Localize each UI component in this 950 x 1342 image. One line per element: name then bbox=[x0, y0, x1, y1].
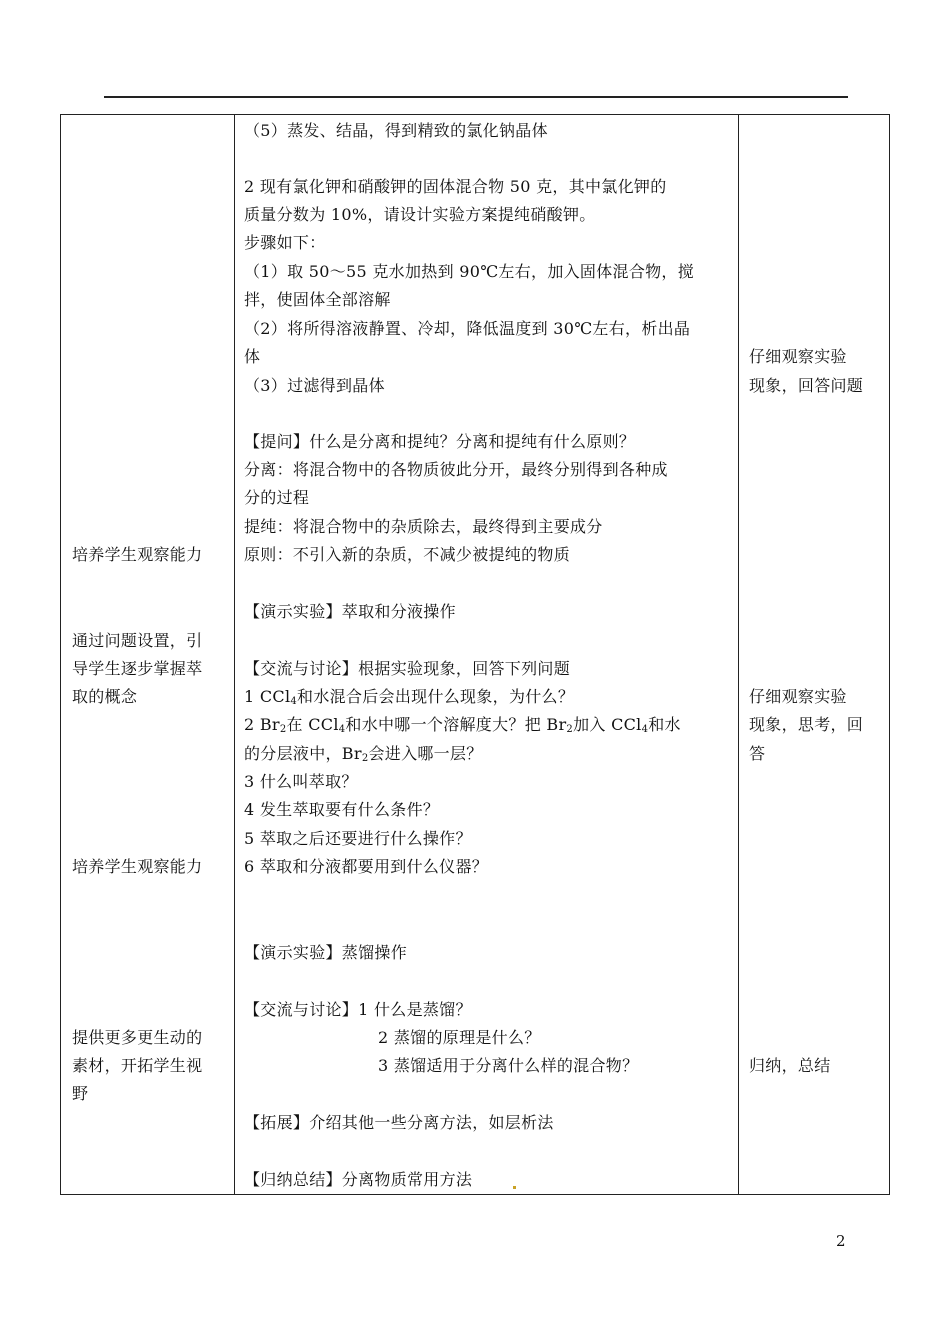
discussion-item-4: 4 发生萃取要有什么条件？ bbox=[244, 800, 440, 819]
steps-intro: 步骤如下： bbox=[244, 233, 326, 252]
header-rule bbox=[104, 96, 848, 98]
separation-definition-line-2: 分的过程 bbox=[244, 488, 310, 507]
intent-questions-line-1: 通过问题设置，引 bbox=[72, 631, 203, 650]
discussion-item-6: 6 萃取和分液都要用到什么仪器？ bbox=[244, 857, 489, 876]
discussion-item-3: 3 什么叫萃取？ bbox=[244, 772, 358, 791]
discussion-heading: 【交流与讨论】根据实验现象，回答下列问题 bbox=[244, 659, 571, 678]
intent-questions-line-2: 导学生逐步掌握萃 bbox=[72, 659, 203, 678]
intent-questions-line-3: 取的概念 bbox=[72, 687, 138, 706]
column-divider-left bbox=[234, 115, 235, 1194]
intent-material-line-3: 野 bbox=[72, 1084, 89, 1103]
step-2-line-2: 体 bbox=[244, 347, 261, 366]
step-3: （3）过滤得到晶体 bbox=[244, 376, 385, 395]
distillation-discussion-2: 2 蒸馏的原理是什么？ bbox=[378, 1028, 541, 1047]
intent-observation-2: 培养学生观察能力 bbox=[72, 857, 203, 876]
student-activity-2-line-1: 仔细观察实验 bbox=[749, 687, 847, 706]
principle: 原则：不引入新的杂质，不减少被提纯的物质 bbox=[244, 545, 571, 564]
discussion-item-2-line-1: 2 $Br_2$在 CCl$_4$和水中哪一个溶解度大？把 $Br_2$加入 CCl$_4$和水 bbox=[244, 715, 681, 735]
ink-mark bbox=[513, 1186, 516, 1189]
step-1-line-1: （1）取 50～55 克水加热到 90℃左右，加入固体混合物，搅 bbox=[244, 262, 695, 281]
step-5: （5）蒸发、结晶，得到精致的氯化钠晶体 bbox=[244, 121, 548, 140]
question-2-line-1: 2 现有氯化钾和硝酸钾的固体混合物 50 克，其中氯化钾的 bbox=[244, 177, 667, 196]
separation-definition-line-1: 分离：将混合物中的各物质彼此分开，最终分别得到各种成 bbox=[244, 460, 668, 479]
student-activity-1-line-2: 现象，回答问题 bbox=[749, 376, 864, 395]
page-number: 2 bbox=[836, 1232, 846, 1250]
distillation-discussion-3: 3 蒸馏适用于分离什么样的混合物？ bbox=[378, 1056, 639, 1075]
student-activity-2-line-2: 现象，思考，回 bbox=[749, 715, 864, 734]
discussion-item-2-line-2: 的分层液中，$Br_2$会进入哪一层？ bbox=[244, 744, 483, 764]
student-activity-1-line-1: 仔细观察实验 bbox=[749, 347, 847, 366]
step-1-line-2: 拌，使固体全部溶解 bbox=[244, 290, 391, 309]
discussion-item-1: 1 CCl$_4$和水混合后会出现什么现象，为什么？ bbox=[244, 687, 575, 707]
student-activity-3: 归纳，总结 bbox=[749, 1056, 831, 1075]
discussion-item-5: 5 萃取之后还要进行什么操作？ bbox=[244, 829, 472, 848]
step-2-line-1: （2）将所得溶液静置、冷却，降低温度到 30℃左右，析出晶 bbox=[244, 319, 691, 338]
purification-definition: 提纯：将混合物中的杂质除去，最终得到主要成分 bbox=[244, 517, 603, 536]
expansion: 【拓展】介绍其他一些分离方法，如层析法 bbox=[244, 1113, 554, 1132]
demo-extraction: 【演示实验】萃取和分液操作 bbox=[244, 602, 456, 621]
column-divider-right bbox=[738, 115, 739, 1194]
distillation-discussion-1: 【交流与讨论】1 什么是蒸馏？ bbox=[244, 1000, 472, 1019]
intent-observation-1: 培养学生观察能力 bbox=[72, 545, 203, 564]
student-activity-2-line-3: 答 bbox=[749, 744, 766, 763]
intent-material-line-1: 提供更多更生动的 bbox=[72, 1028, 203, 1047]
demo-distillation: 【演示实验】蒸馏操作 bbox=[244, 943, 408, 962]
question-2-line-2: 质量分数为 10%，请设计实验方案提纯硝酸钾。 bbox=[244, 205, 596, 224]
question-prompt: 【提问】什么是分离和提纯？分离和提纯有什么原则？ bbox=[244, 432, 636, 451]
summary: 【归纳总结】分离物质常用方法 bbox=[244, 1170, 473, 1189]
intent-material-line-2: 素材，开拓学生视 bbox=[72, 1056, 203, 1075]
